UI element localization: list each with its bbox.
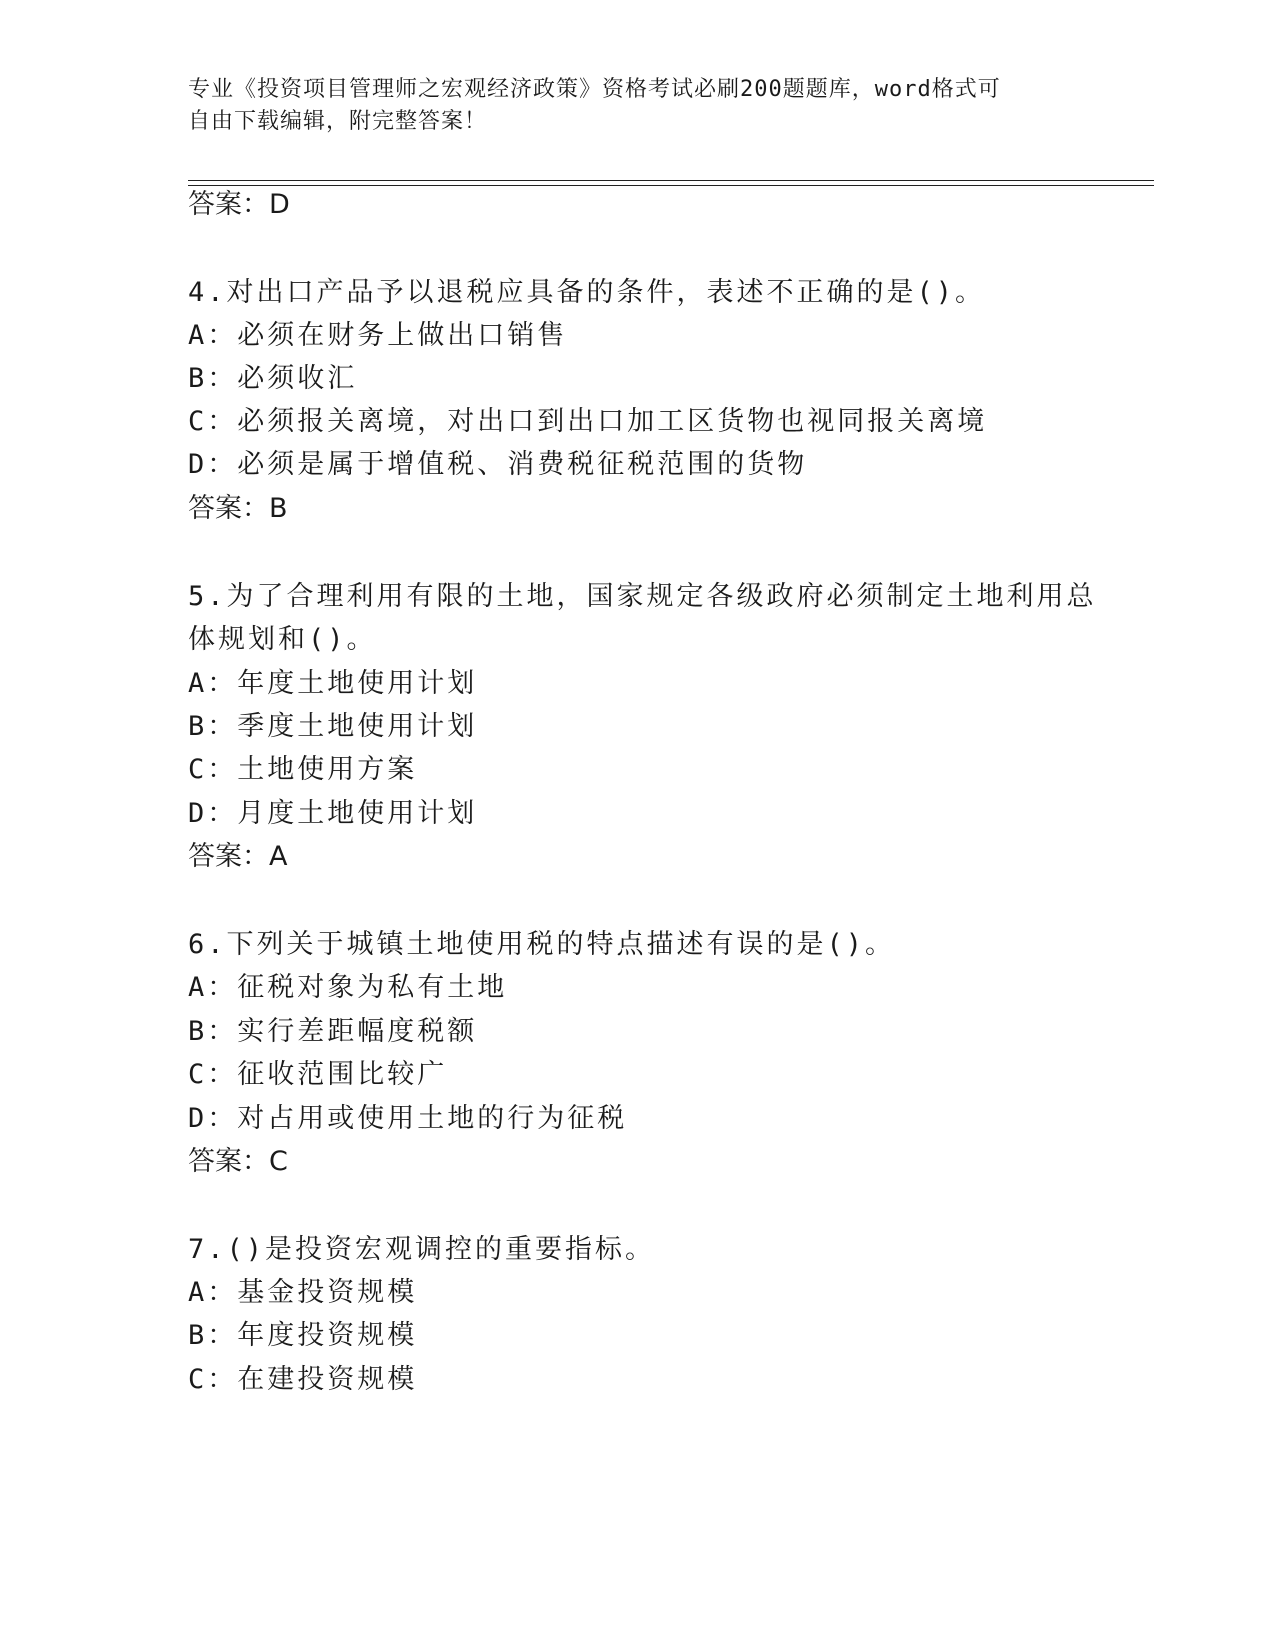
question-5-option-b: B：季度土地使用计划 bbox=[188, 711, 478, 742]
question-6-answer: 答案：C bbox=[188, 1146, 288, 1177]
question-5-option-a: A：年度土地使用计划 bbox=[188, 668, 478, 699]
header-line-1: 专业《投资项目管理师之宏观经济政策》资格考试必刷200题题库，word格式可 bbox=[188, 77, 1001, 102]
question-7-option-a: A：基金投资规模 bbox=[188, 1277, 418, 1308]
answer-prev: 答案：D bbox=[188, 189, 290, 220]
header-line-2: 自由下载编辑，附完整答案！ bbox=[188, 109, 488, 134]
question-6-option-c: C：征收范围比较广 bbox=[188, 1059, 448, 1090]
question-5-option-c: C：土地使用方案 bbox=[188, 754, 418, 785]
question-6-option-a: A：征税对象为私有土地 bbox=[188, 972, 508, 1003]
question-7-option-c: C：在建投资规模 bbox=[188, 1364, 418, 1395]
question-5-stem-line-2: 体规划和()。 bbox=[188, 624, 377, 655]
header-rule-top bbox=[188, 180, 1154, 181]
question-6-option-d: D：对占用或使用土地的行为征税 bbox=[188, 1103, 628, 1134]
question-4-answer: 答案：B bbox=[188, 493, 288, 524]
question-4-option-d: D：必须是属于增值税、消费税征税范围的货物 bbox=[188, 449, 808, 480]
question-7-stem: 7.()是投资宏观调控的重要指标。 bbox=[188, 1234, 656, 1265]
question-6-stem: 6.下列关于城镇土地使用税的特点描述有误的是()。 bbox=[188, 929, 896, 960]
question-6-option-b: B：实行差距幅度税额 bbox=[188, 1016, 478, 1047]
question-5-option-d: D：月度土地使用计划 bbox=[188, 798, 478, 829]
question-4-stem: 4.对出口产品予以退税应具备的条件，表述不正确的是()。 bbox=[188, 277, 986, 308]
header-rule-bottom bbox=[188, 185, 1154, 186]
question-4-option-c: C：必须报关离境，对出口到出口加工区货物也视同报关离境 bbox=[188, 406, 988, 437]
question-4-option-a: A：必须在财务上做出口销售 bbox=[188, 320, 568, 351]
question-7-option-b: B：年度投资规模 bbox=[188, 1320, 418, 1351]
question-5-answer: 答案：A bbox=[188, 841, 288, 872]
document-header bbox=[188, 74, 1068, 138]
question-4-option-b: B：必须收汇 bbox=[188, 363, 358, 394]
question-5-stem-line-1: 5.为了合理利用有限的土地，国家规定各级政府必须制定土地利用总 bbox=[188, 581, 1097, 612]
